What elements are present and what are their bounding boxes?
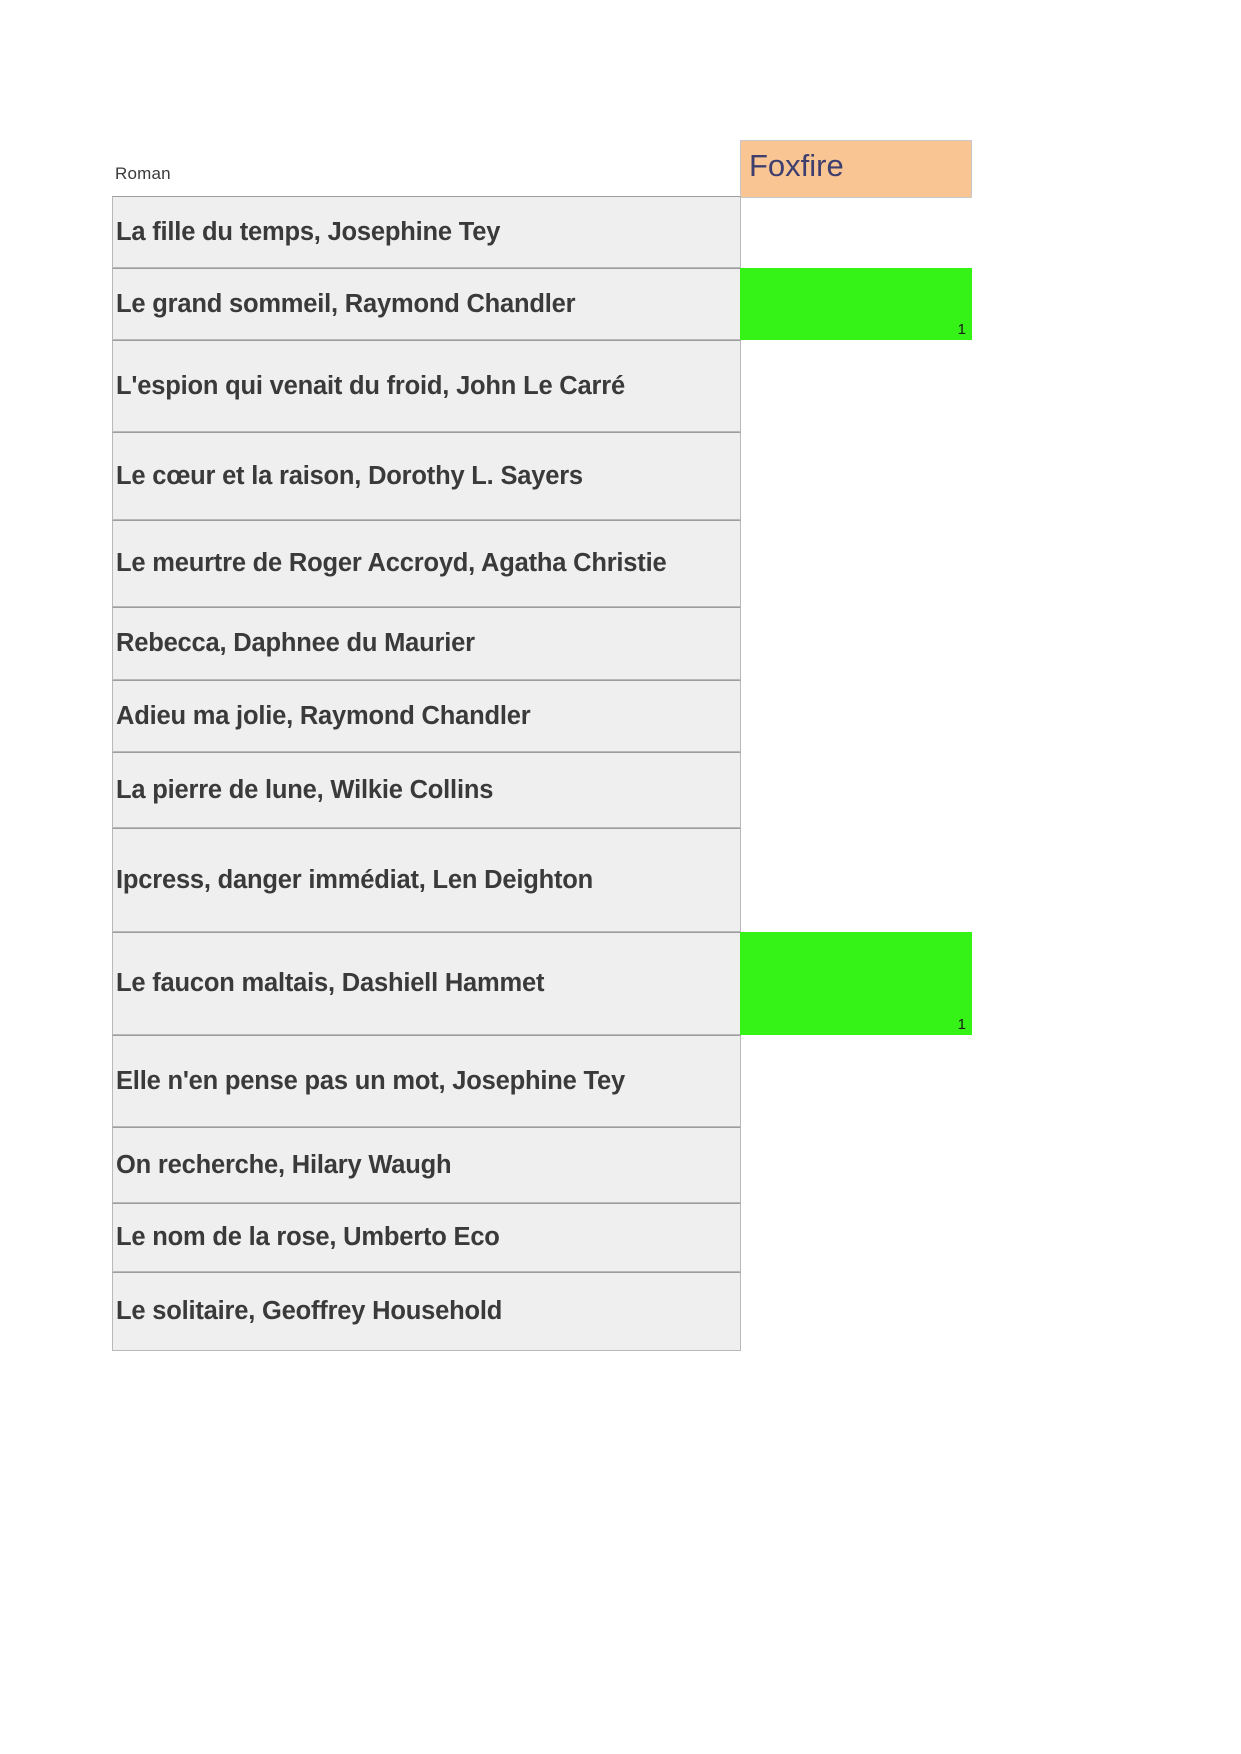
table-header-row bbox=[112, 140, 982, 192]
table-row bbox=[112, 432, 982, 520]
value-bar bbox=[740, 268, 972, 340]
book-title-cell[interactable] bbox=[112, 932, 741, 1035]
value-bar bbox=[740, 932, 972, 1035]
table-row bbox=[112, 268, 982, 340]
value-cell[interactable] bbox=[740, 932, 972, 1035]
book-title-label: Le grand sommeil, Raymond Chandler bbox=[116, 289, 576, 318]
book-title-cell[interactable] bbox=[112, 607, 741, 680]
book-title-cell[interactable] bbox=[112, 196, 741, 268]
book-title-label: La pierre de lune, Wilkie Collins bbox=[116, 775, 494, 804]
book-title-cell[interactable] bbox=[112, 828, 741, 932]
book-title-label: Le cœur et la raison, Dorothy L. Sayers bbox=[116, 461, 583, 490]
table-body bbox=[112, 196, 982, 1351]
value-cell[interactable] bbox=[740, 680, 972, 752]
book-title-label: Le solitaire, Geoffrey Household bbox=[116, 1297, 503, 1325]
book-title-cell[interactable] bbox=[112, 268, 741, 340]
value-label: 1 bbox=[957, 1016, 966, 1033]
book-title-cell[interactable] bbox=[112, 1035, 741, 1127]
table-row bbox=[112, 1127, 982, 1203]
book-title-cell[interactable] bbox=[112, 340, 741, 432]
book-title-cell[interactable] bbox=[112, 1203, 741, 1272]
value-cell[interactable] bbox=[740, 1127, 972, 1203]
value-label: 1 bbox=[957, 321, 966, 338]
table-row bbox=[112, 752, 982, 828]
value-cell[interactable] bbox=[740, 752, 972, 828]
book-title-cell[interactable] bbox=[112, 520, 741, 607]
value-cell[interactable] bbox=[740, 432, 972, 520]
book-title-label: Le nom de la rose, Umberto Eco bbox=[116, 1223, 500, 1251]
table-row bbox=[112, 607, 982, 680]
table-row bbox=[112, 828, 982, 932]
book-title-label: L'espion qui venait du froid, John Le Carré bbox=[116, 371, 625, 400]
table-row bbox=[112, 520, 982, 607]
book-title-label: Le faucon maltais, Dashiell Hammet bbox=[116, 969, 545, 997]
table-row bbox=[112, 196, 982, 268]
book-title-label: On recherche, Hilary Waugh bbox=[116, 1150, 452, 1179]
value-cell[interactable] bbox=[740, 268, 972, 340]
column-header-cell[interactable] bbox=[740, 140, 972, 198]
value-cell[interactable] bbox=[740, 828, 972, 932]
value-cell[interactable] bbox=[740, 1272, 972, 1351]
table-row bbox=[112, 932, 982, 1035]
table-row bbox=[112, 340, 982, 432]
book-title-cell[interactable] bbox=[112, 1272, 741, 1351]
book-title-cell[interactable] bbox=[112, 680, 741, 752]
book-title-cell[interactable] bbox=[112, 432, 741, 520]
table-row bbox=[112, 1203, 982, 1272]
table-row bbox=[112, 680, 982, 752]
spreadsheet-table bbox=[112, 140, 982, 1351]
column-header-label: Foxfire bbox=[749, 148, 844, 183]
row-label-header: Roman bbox=[115, 164, 171, 183]
value-cell[interactable] bbox=[740, 1203, 972, 1272]
book-title-label: Adieu ma jolie, Raymond Chandler bbox=[116, 701, 531, 730]
book-title-cell[interactable] bbox=[112, 752, 741, 828]
value-cell[interactable] bbox=[740, 340, 972, 432]
book-title-label: Ipcress, danger immédiat, Len Deighton bbox=[116, 865, 593, 894]
book-title-label: La fille du temps, Josephine Tey bbox=[116, 217, 501, 246]
value-cell[interactable] bbox=[740, 607, 972, 680]
value-cell[interactable] bbox=[740, 520, 972, 607]
table-row bbox=[112, 1035, 982, 1127]
book-title-label: Elle n'en pense pas un mot, Josephine Tey bbox=[116, 1066, 625, 1095]
book-title-label: Rebecca, Daphnee du Maurier bbox=[116, 629, 475, 657]
table-row bbox=[112, 1272, 982, 1351]
value-cell[interactable] bbox=[740, 196, 972, 268]
book-title-cell[interactable] bbox=[112, 1127, 741, 1203]
value-cell[interactable] bbox=[740, 1035, 972, 1127]
book-title-label: Le meurtre de Roger Accroyd, Agatha Christie bbox=[116, 549, 667, 577]
